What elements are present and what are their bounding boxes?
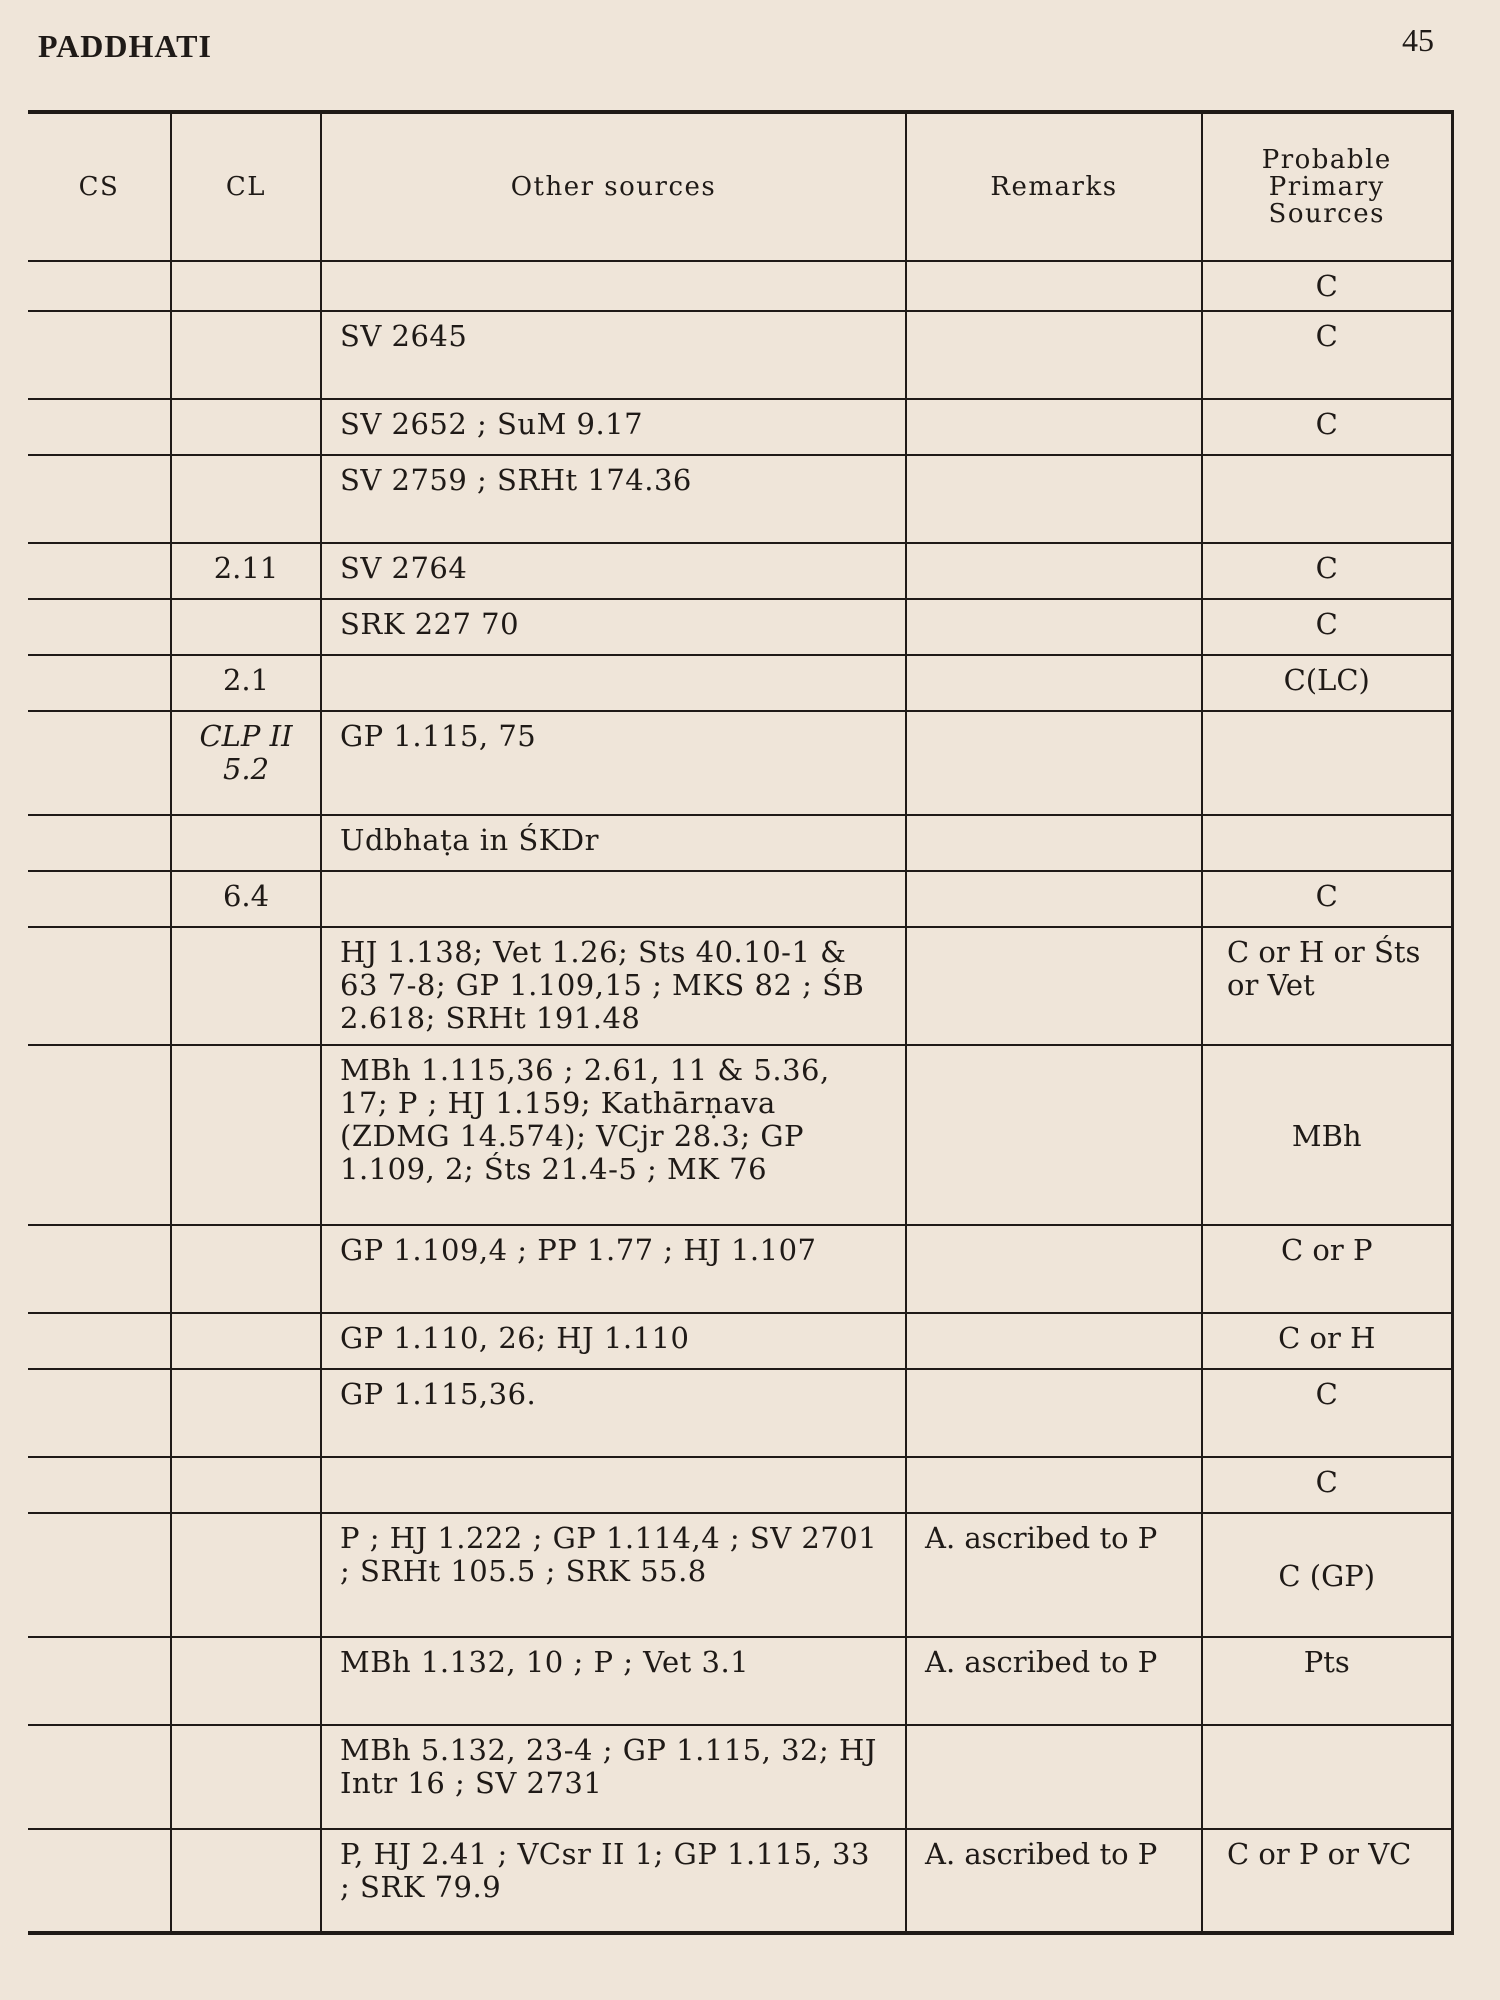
cell-other-sources: MBh 1.132, 10 ; P ; Vet 3.1	[321, 1637, 906, 1725]
table-row	[28, 815, 1452, 871]
cell-other-sources: SV 2759 ; SRHt 174.36	[321, 455, 906, 543]
cell-primary-sources: C	[1202, 261, 1452, 311]
table-row	[28, 1513, 1452, 1637]
cell-remarks	[906, 711, 1202, 815]
table-row	[28, 1225, 1452, 1313]
cell-primary-sources: Pts	[1202, 1637, 1452, 1725]
table-row	[28, 261, 1452, 311]
cell-primary-sources	[1202, 1725, 1452, 1829]
cell-primary-sources: C or H or Śts or Vet	[1202, 927, 1452, 1045]
cell-other-sources	[321, 261, 906, 311]
cell-remarks	[906, 927, 1202, 1045]
cell-cs	[28, 1369, 171, 1457]
cell-other-sources: P, HJ 2.41 ; VCsr II 1; GP 1.115, 33 ; SRK 79.9	[321, 1829, 906, 1933]
header-primary-sources: Probable Primary Sources	[1202, 112, 1452, 261]
cell-cl	[171, 1637, 321, 1725]
cell-primary-sources: C	[1202, 399, 1452, 455]
page-number: 45	[1402, 22, 1434, 58]
cell-cl	[171, 1313, 321, 1369]
cell-cl	[171, 1457, 321, 1513]
cell-cs	[28, 1225, 171, 1313]
table-row	[28, 927, 1452, 1045]
cell-remarks	[906, 1313, 1202, 1369]
cell-primary-sources: C or P or VC	[1202, 1829, 1452, 1933]
cell-other-sources: MBh 1.115,36 ; 2.61, 11 & 5.36, 17; P ; HJ 1.159; Kathārṇava (ZDMG 14.574); VCjr 28.3; GP 1.109, 2; Śts 21.4-5 ; MK 76	[321, 1045, 906, 1225]
table-row	[28, 1045, 1452, 1225]
cell-cl: CLP II 5.2	[171, 711, 321, 815]
cell-other-sources: Udbhaṭa in ŚKDr	[321, 815, 906, 871]
cell-cs	[28, 1457, 171, 1513]
table-row	[28, 543, 1452, 599]
cell-other-sources: HJ 1.138; Vet 1.26; Sts 40.10-1 & 63 7-8; GP 1.109,15 ; MKS 82 ; ŚB 2.618; SRHt 191.48	[321, 927, 906, 1045]
header-cl: CL	[171, 112, 321, 261]
cell-cl	[171, 1369, 321, 1457]
cell-other-sources: P ; HJ 1.222 ; GP 1.114,4 ; SV 2701 ; SRHt 105.5 ; SRK 55.8	[321, 1513, 906, 1637]
cell-cl	[171, 1225, 321, 1313]
cell-remarks	[906, 599, 1202, 655]
cell-cl	[171, 815, 321, 871]
cell-primary-sources: C	[1202, 311, 1452, 399]
cell-primary-sources	[1202, 455, 1452, 543]
table-body	[28, 261, 1452, 1933]
table-row	[28, 311, 1452, 399]
cell-cs	[28, 1513, 171, 1637]
header-cs: CS	[28, 112, 171, 261]
cell-cs	[28, 1637, 171, 1725]
cell-primary-sources: C	[1202, 1369, 1452, 1457]
header-other-sources: Other sources	[321, 112, 906, 261]
cell-remarks	[906, 1725, 1202, 1829]
table-row	[28, 711, 1452, 815]
cell-other-sources: SV 2645	[321, 311, 906, 399]
cell-other-sources: SV 2652 ; SuM 9.17	[321, 399, 906, 455]
cell-cl	[171, 399, 321, 455]
cell-primary-sources	[1202, 711, 1452, 815]
cell-cs	[28, 599, 171, 655]
table-row	[28, 655, 1452, 711]
cell-cs	[28, 1313, 171, 1369]
cell-cs	[28, 871, 171, 927]
cell-cl: 2.1	[171, 655, 321, 711]
table-row	[28, 455, 1452, 543]
cell-other-sources: SV 2764	[321, 543, 906, 599]
cell-other-sources: GP 1.115,36.	[321, 1369, 906, 1457]
cell-other-sources: MBh 5.132, 23-4 ; GP 1.115, 32; HJ Intr 16 ; SV 2731	[321, 1725, 906, 1829]
cell-cl	[171, 1045, 321, 1225]
running-head: PADDHATI	[38, 28, 212, 64]
cell-cs	[28, 711, 171, 815]
table-row	[28, 1313, 1452, 1369]
cell-other-sources: GP 1.109,4 ; PP 1.77 ; HJ 1.107	[321, 1225, 906, 1313]
cell-remarks	[906, 815, 1202, 871]
cell-remarks	[906, 261, 1202, 311]
cell-other-sources: GP 1.115, 75	[321, 711, 906, 815]
table-row	[28, 1457, 1452, 1513]
cell-remarks	[906, 455, 1202, 543]
cell-cs	[28, 543, 171, 599]
cell-primary-sources: C or P	[1202, 1225, 1452, 1313]
cell-cl	[171, 1725, 321, 1829]
cell-remarks	[906, 1225, 1202, 1313]
cell-cs	[28, 927, 171, 1045]
cell-remarks: A. ascribed to P	[906, 1637, 1202, 1725]
cell-cl	[171, 455, 321, 543]
table-row	[28, 1637, 1452, 1725]
cell-other-sources	[321, 871, 906, 927]
cell-cs	[28, 399, 171, 455]
cell-primary-sources: C (GP)	[1202, 1513, 1452, 1637]
cell-cl	[171, 599, 321, 655]
table-row	[28, 1369, 1452, 1457]
cell-cs	[28, 311, 171, 399]
cell-cs	[28, 655, 171, 711]
cell-remarks	[906, 311, 1202, 399]
cell-cl	[171, 311, 321, 399]
cell-cs	[28, 1829, 171, 1933]
header-remarks: Remarks	[906, 112, 1202, 261]
sources-table	[28, 110, 1454, 1935]
table-row	[28, 599, 1452, 655]
cell-cs	[28, 1045, 171, 1225]
cell-primary-sources: C	[1202, 543, 1452, 599]
cell-cl: 2.11	[171, 543, 321, 599]
cell-primary-sources	[1202, 815, 1452, 871]
cell-remarks	[906, 1457, 1202, 1513]
cell-cs	[28, 261, 171, 311]
table-row	[28, 1829, 1452, 1933]
table-row	[28, 871, 1452, 927]
cell-primary-sources: C	[1202, 599, 1452, 655]
cell-other-sources: SRK 227 70	[321, 599, 906, 655]
table-row	[28, 1725, 1452, 1829]
cell-primary-sources: C	[1202, 1457, 1452, 1513]
cell-primary-sources: MBh	[1202, 1045, 1452, 1225]
cell-primary-sources: C(LC)	[1202, 655, 1452, 711]
cell-remarks	[906, 655, 1202, 711]
cell-cl: 6.4	[171, 871, 321, 927]
cell-remarks	[906, 399, 1202, 455]
cell-cs	[28, 1725, 171, 1829]
cell-cl	[171, 1829, 321, 1933]
cell-remarks: A. ascribed to P	[906, 1513, 1202, 1637]
cell-other-sources	[321, 655, 906, 711]
cell-remarks	[906, 1369, 1202, 1457]
cell-other-sources: GP 1.110, 26; HJ 1.110	[321, 1313, 906, 1369]
cell-cl	[171, 927, 321, 1045]
cell-primary-sources: C	[1202, 871, 1452, 927]
cell-remarks: A. ascribed to P	[906, 1829, 1202, 1933]
cell-remarks	[906, 1045, 1202, 1225]
cell-cl	[171, 261, 321, 311]
cell-remarks	[906, 871, 1202, 927]
cell-remarks	[906, 543, 1202, 599]
cell-cl	[171, 1513, 321, 1637]
cell-cs	[28, 455, 171, 543]
cell-primary-sources: C or H	[1202, 1313, 1452, 1369]
table-row	[28, 399, 1452, 455]
cell-cs	[28, 815, 171, 871]
table-header-row	[28, 112, 1452, 261]
cell-other-sources	[321, 1457, 906, 1513]
